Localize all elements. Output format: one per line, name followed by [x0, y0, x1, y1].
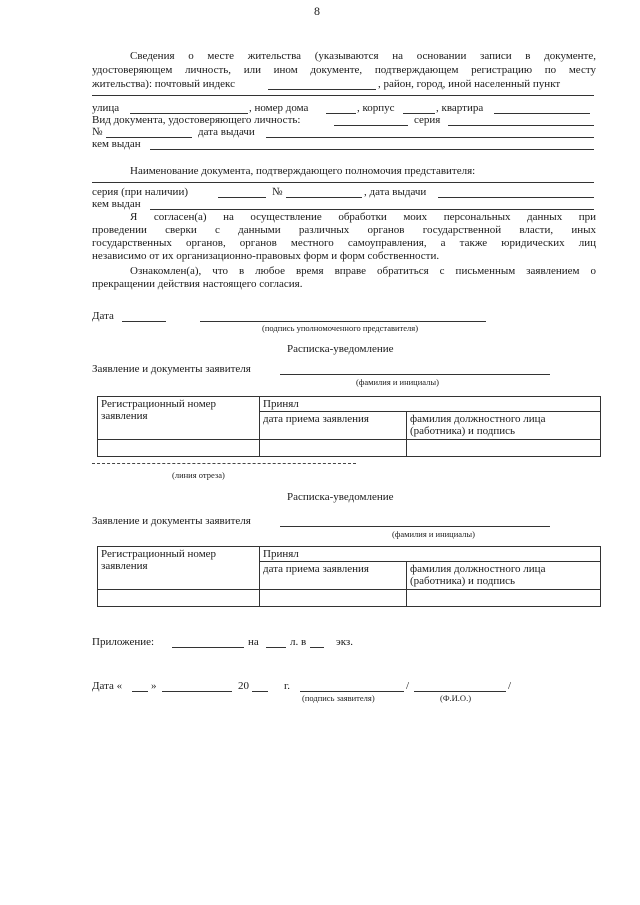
receipt-1-date-header: дата приема заявления — [260, 412, 407, 440]
footer-date-open: Дата « — [92, 680, 123, 692]
consent-line-4: независимо от их организационно-правовых форм и форм собственности. — [92, 250, 440, 262]
receipt-1-official-cell[interactable] — [407, 440, 601, 457]
rep-series-field[interactable] — [218, 197, 266, 198]
rep-series-label: серия (при наличии) — [92, 186, 188, 198]
house-field[interactable] — [326, 113, 356, 114]
receipt-1-reg-number-header: Регистрационный номер заявления — [98, 397, 260, 440]
consent-line-1: Я согласен(а) на осуществление обработки моих персональных данных при — [130, 211, 596, 223]
receipt-2-date-header: дата приема заявления — [260, 562, 407, 590]
receipt-2-title: Расписка-уведомление — [287, 491, 394, 503]
representative-signature-caption: (подпись уполномоченного представителя) — [262, 323, 419, 333]
footer-slash-2: / — [508, 680, 512, 692]
rep-issued-by-label: кем выдан — [92, 198, 141, 210]
building-label: , корпус — [357, 102, 395, 114]
signature-date-field[interactable] — [122, 321, 166, 322]
receipt-1-accepted-header: Принял — [260, 397, 601, 412]
rep-number-label: № — [272, 186, 283, 198]
receipt-2-applicant-field[interactable] — [280, 526, 550, 527]
representative-document-field[interactable] — [92, 182, 594, 183]
footer-year-suffix: г. — [284, 680, 291, 692]
id-issue-date-field[interactable] — [266, 137, 594, 138]
residence-text-line-2: удостоверяющем личность, или ином документе, подтверждающем регистрацию по месту — [92, 64, 596, 76]
street-label: улица — [92, 102, 120, 114]
locality-label: , район, город, иной населенный пункт — [378, 78, 561, 90]
receipt-1-applicant-label: Заявление и документы заявителя — [92, 363, 251, 375]
representative-signature-field[interactable] — [200, 321, 486, 322]
applicant-name-field[interactable] — [414, 691, 506, 692]
house-label: , номер дома — [249, 102, 309, 114]
id-issue-date-label: дата выдачи — [198, 126, 255, 138]
postal-index-label: жительства): почтовый индекс — [92, 78, 235, 90]
receipt-2-reg-number-cell[interactable] — [98, 590, 260, 607]
rep-issued-by-field[interactable] — [150, 209, 594, 210]
receipt-1-applicant-field[interactable] — [280, 374, 550, 375]
page-number: 8 — [314, 4, 320, 18]
rep-number-field[interactable] — [286, 197, 362, 198]
representative-heading: Наименование документа, подтверждающего полномочия представителя: — [130, 165, 476, 177]
applicant-signature-field[interactable] — [300, 691, 404, 692]
applicant-signature-caption: (подпись заявителя) — [302, 693, 375, 703]
receipt-2-official-cell[interactable] — [407, 590, 601, 607]
acknowledge-line-2: прекращении действия настоящего согласия. — [92, 278, 303, 290]
acknowledge-line-1: Ознакомлен(а), что в любое время вправе обратиться с письменным заявлением о — [130, 265, 596, 277]
receipt-1-applicant-caption: (фамилия и инициалы) — [356, 377, 439, 387]
receipt-1-table — [97, 396, 601, 457]
id-document-label: Вид документа, удостоверяющего личность: — [92, 114, 301, 126]
apartment-field[interactable] — [494, 113, 590, 114]
id-series-label: серия — [414, 114, 441, 126]
applicant-name-caption: (Ф.И.О.) — [440, 693, 472, 703]
footer-slash-1: / — [406, 680, 410, 692]
receipt-1-official-header: фамилия должностного лица (работника) и подпись — [407, 412, 601, 440]
rep-issue-date-field[interactable] — [438, 197, 594, 198]
receipt-1-title: Расписка-уведомление — [287, 343, 394, 355]
receipt-1-reg-number-cell[interactable] — [98, 440, 260, 457]
id-document-field[interactable] — [334, 125, 408, 126]
consent-line-3: государственных органов, органов местного самоуправления, а также юридических лиц — [92, 237, 596, 249]
footer-year-field[interactable] — [252, 691, 268, 692]
attachment-pages-field[interactable] — [266, 647, 286, 648]
footer-day-field[interactable] — [132, 691, 148, 692]
id-issued-by-field[interactable] — [150, 149, 594, 150]
consent-line-2: проведении сверки с данными различных органов государственной власти, иных — [92, 224, 596, 236]
footer-month-field[interactable] — [162, 691, 232, 692]
residence-text-line-1: Сведения о месте жительства (указываются на основании записи в документе, — [130, 50, 596, 62]
attachment-on-label: на — [248, 636, 259, 648]
cut-line — [92, 463, 356, 464]
receipt-2-accepted-header: Принял — [260, 547, 601, 562]
receipt-2-table — [97, 546, 601, 607]
footer-year-prefix: 20 — [238, 680, 249, 692]
receipt-2-applicant-caption: (фамилия и инициалы) — [392, 529, 475, 539]
postal-index-field[interactable] — [268, 89, 376, 90]
cut-line-label: (линия отреза) — [172, 470, 225, 480]
receipt-2-date-cell[interactable] — [260, 590, 407, 607]
signature-date-label: Дата — [92, 310, 114, 322]
rep-issue-date-label: , дата выдачи — [364, 186, 427, 198]
attachment-copies-label: экз. — [336, 636, 354, 648]
attachment-pages-label: л. в — [290, 636, 307, 648]
id-number-label: № — [92, 126, 103, 138]
id-series-field[interactable] — [448, 125, 594, 126]
receipt-1-date-cell[interactable] — [260, 440, 407, 457]
attachment-field[interactable] — [172, 647, 244, 648]
footer-date-close: » — [151, 680, 157, 692]
id-issued-by-label: кем выдан — [92, 138, 141, 150]
apartment-label: , квартира — [436, 102, 484, 114]
attachment-copies-field[interactable] — [310, 647, 324, 648]
receipt-2-reg-number-header: Регистрационный номер заявления — [98, 547, 260, 590]
attachment-label: Приложение: — [92, 636, 155, 648]
receipt-2-official-header: фамилия должностного лица (работника) и подпись — [407, 562, 601, 590]
locality-field[interactable] — [92, 95, 594, 96]
receipt-2-applicant-label: Заявление и документы заявителя — [92, 515, 251, 527]
